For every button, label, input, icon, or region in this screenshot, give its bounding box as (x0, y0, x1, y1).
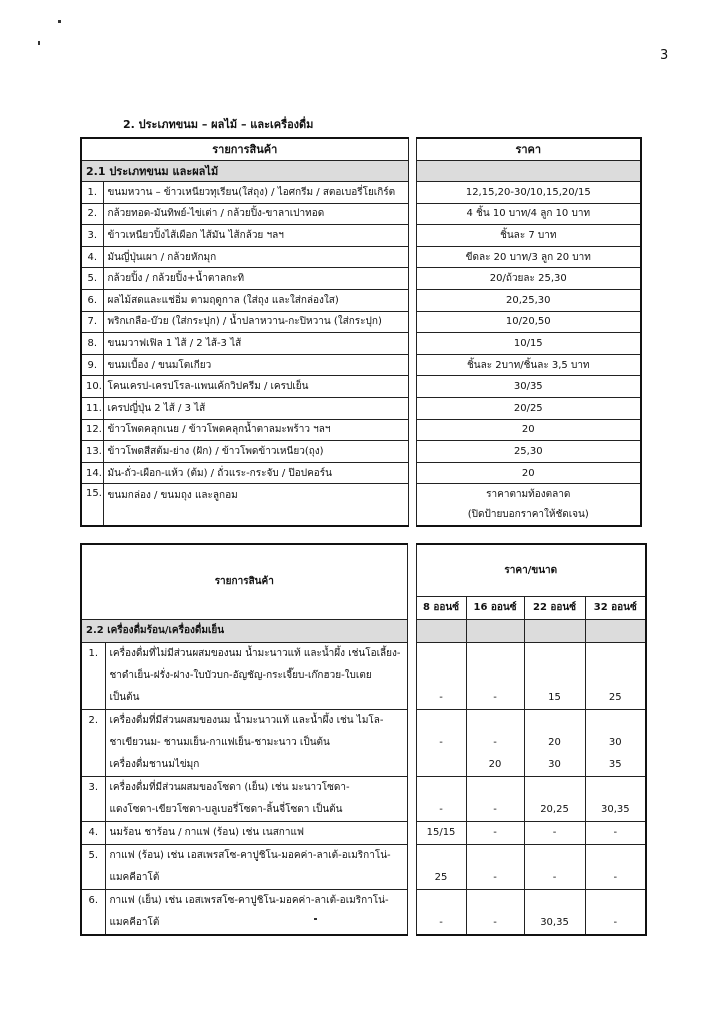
row-item: กล้วยปิ้ง / กล้วยปิ้ง+น้ำตาลกะทิ (103, 268, 408, 290)
table-row (81, 844, 646, 889)
price-8oz: - (416, 642, 466, 709)
price-8oz: 15/15 (416, 821, 466, 844)
row-item: ขนมเบื้อง / ขนมโตเกียว (103, 354, 408, 376)
table-row (81, 246, 641, 268)
scan-speck (58, 20, 61, 23)
value-line: - (493, 736, 497, 748)
price-16oz: - (466, 844, 524, 889)
row-number: 4. (81, 246, 103, 268)
price-22oz (524, 709, 585, 776)
desc-line: เครื่องดื่มชานมไข่มุก (109, 758, 200, 770)
price-32oz: 30,35 (585, 776, 646, 821)
row-description (105, 821, 407, 844)
table-row (81, 268, 641, 290)
table-row (81, 821, 646, 844)
row-price: 10/15 (416, 333, 641, 355)
table-row (81, 333, 641, 355)
price-16oz: - (466, 776, 524, 821)
table-row (81, 441, 641, 463)
desc-line: เครื่องดื่มที่มีส่วนผสมของโซดา (เย็น) เช่น มะนาวโซดา- (109, 781, 350, 793)
size-22oz: 22 ออนซ์ (524, 596, 585, 619)
table-row (81, 776, 646, 821)
subheader-price-cell (416, 160, 641, 182)
desc-line: แมคคีอาโต้ (109, 916, 160, 928)
row-price (416, 484, 641, 526)
row-item: ผลไม้สดและแช่อิ่ม ตามฤดูกาล (ใส่ถุง และใส่กล่องใส) (103, 290, 408, 312)
row-item: ข้าวเหนียวปิ้งไส้เผือก ไส้มัน ไส้กล้วย ฯลฯ (103, 225, 408, 247)
col-header-price-size: ราคา/ขนาด (416, 544, 646, 596)
value-line: 20 (548, 736, 561, 748)
price-8oz: - (416, 776, 466, 821)
row-number: 7. (81, 311, 103, 333)
row-price: ขีดละ 20 บาท/3 ลูก 20 บาท (416, 246, 641, 268)
section-title: 2. ประเภทขนม – ผลไม้ – และเครื่องดื่ม (123, 118, 314, 131)
row-price: 12,15,20-30/10,15,20/15 (416, 182, 641, 204)
row-number: 14. (81, 462, 103, 484)
subheader-cell (466, 619, 524, 642)
row-price: 20/ถ้วยละ 25,30 (416, 268, 641, 290)
table-row (81, 225, 641, 247)
desc-line: กาแฟ (ร้อน) เช่น เอสเพรสโซ-คาปูชิโน-มอคค่า-ลาเต้-อเมริกาโน่- (109, 849, 391, 861)
price-note-line: (ปิดป้ายบอกราคาให้ชัดเจน) (467, 508, 589, 520)
row-description (105, 889, 407, 935)
table-row (81, 419, 641, 441)
row-price: 10/20,50 (416, 311, 641, 333)
price-16oz: - (466, 642, 524, 709)
price-22oz: 20,25 (524, 776, 585, 821)
col-header-item: รายการสินค้า (81, 544, 407, 619)
row-item: เครปญี่ปุ่น 2 ไส้ / 3 ไส้ (103, 398, 408, 420)
row-item: ข้าวโพดคลุกเนย / ข้าวโพดคลุกน้ำตาลมะพร้าว ฯลฯ (103, 419, 408, 441)
table-row (81, 709, 646, 776)
value-line: 30 (608, 736, 622, 748)
col-header-item: รายการสินค้า (81, 138, 408, 160)
price-22oz: - (524, 821, 585, 844)
subheader-beverages: 2.2 เครื่องดื่มร้อน/เครื่องดื่มเย็น (81, 619, 407, 642)
row-price: 25,30 (416, 441, 641, 463)
desc-line: แดงโซดา-เขียวโซดา-บลูเบอรี่โซดา-ลิ้นจี่โซดา เป็นต้น (109, 803, 343, 815)
row-number: 3. (81, 225, 103, 247)
table-row (81, 462, 641, 484)
price-22oz: 30,35 (524, 889, 585, 935)
row-item: มัน-ถั่ว-เผือก-แห้ว (ต้ม) / ถั่วแระ-กระจับ / ป๊อปคอร์น (103, 462, 408, 484)
row-number: 5. (81, 844, 105, 889)
price-8oz: 25 (416, 844, 466, 889)
table-row (81, 398, 641, 420)
row-item: ข้าวโพดสีสต้ม-ย่าง (ฝัก) / ข้าวโพดข้าวเหนียว(ถุง) (103, 441, 408, 463)
row-item: มันญี่ปุ่นเผา / กล้วยหักมุก (103, 246, 408, 268)
row-price: 20 (416, 462, 641, 484)
table-row (81, 889, 646, 935)
desc-line: แมคคีอาโต้ (109, 871, 160, 883)
col-header-price: ราคา (416, 138, 641, 160)
price-22oz: - (524, 844, 585, 889)
price-16oz (466, 709, 524, 776)
row-number: 6. (81, 889, 105, 935)
snacks-fruit-price-table (80, 137, 642, 527)
column-gap (407, 544, 416, 935)
table-row (81, 354, 641, 376)
price-32oz: - (585, 821, 646, 844)
row-price: 20,25,30 (416, 290, 641, 312)
column-gap (408, 138, 416, 526)
size-16oz: 16 ออนซ์ (466, 596, 524, 619)
price-32oz: - (585, 844, 646, 889)
value-line: 20 (488, 758, 502, 770)
table-row (81, 311, 641, 333)
desc-line: นมร้อน ชาร้อน / กาแฟ (ร้อน) เช่น เนสกาแฟ (109, 826, 305, 838)
row-price: ชิ้นละ 2บาท/ชิ้นละ 3,5 บาท (416, 354, 641, 376)
row-item: ขนมกล่อง / ขนมถุง และลูกอม (103, 484, 408, 526)
row-number: 5. (81, 268, 103, 290)
price-8oz: - (416, 709, 466, 776)
row-number: 6. (81, 290, 103, 312)
row-item: โคนเครป-เครปโรล-แพนเค้กวิปครีม / เครปเย็น (103, 376, 408, 398)
row-number: 8. (81, 333, 103, 355)
row-description (105, 776, 407, 821)
row-number: 9. (81, 354, 103, 376)
subheader-cell (524, 619, 585, 642)
desc-line: เครื่องดื่มที่ไม่มีส่วนผสมของนม น้ำมะนาวแท้ และน้ำผึ้ง เช่นโอเลี้ยง- (109, 647, 401, 659)
size-32oz: 32 ออนซ์ (585, 596, 646, 619)
table-row (81, 376, 641, 398)
desc-line: ชาเขียวนม- ชานมเย็น-กาแฟเย็น-ชามะนาว เป็นต้น (109, 736, 330, 748)
size-8oz: 8 ออนซ์ (416, 596, 466, 619)
row-item: ขนมหวาน – ข้าวเหนียวทุเรียน(ใส่ถุง) / ไอศกรีม / สตอเบอรี่โยเกิร์ต (103, 182, 408, 204)
row-description (105, 642, 407, 709)
row-description (105, 709, 407, 776)
desc-line: กาแฟ (เย็น) เช่น เอสเพรสโซ-คาปูชิโน-มอคค่า-ลาเต้-อเมริกาโน่- (109, 894, 389, 906)
row-number: 13. (81, 441, 103, 463)
row-price: 20 (416, 419, 641, 441)
price-8oz: - (416, 889, 466, 935)
row-number: 3. (81, 776, 105, 821)
table-row (81, 484, 641, 526)
row-number: 1. (81, 642, 105, 709)
row-number: 2. (81, 709, 105, 776)
row-price: 4 ชิ้น 10 บาท/4 ลูก 10 บาท (416, 203, 641, 225)
subheader-cell (416, 619, 466, 642)
price-22oz: 15 (524, 642, 585, 709)
row-item: ขนมวาฟเฟิล 1 ไส้ / 2 ไส้-3 ไส้ (103, 333, 408, 355)
desc-line: ชาดำเย็น-ฝรั่ง-ฝาง-ใบบัวบก-อัญชัญ-กระเจี๊ยบ-เก๊กฮวย-ใบเตย เป็นต้น (109, 669, 372, 703)
price-16oz: - (466, 821, 524, 844)
row-description (105, 844, 407, 889)
price-16oz: - (466, 889, 524, 935)
price-32oz: 25 (585, 642, 646, 709)
price-32oz (585, 709, 646, 776)
row-number: 12. (81, 419, 103, 441)
row-price: 30/35 (416, 376, 641, 398)
table-row (81, 182, 641, 204)
row-number: 10. (81, 376, 103, 398)
row-item: พริกเกลือ-บ๊วย (ใส่กระปุก) / น้ำปลาหวาน-กะปิหวาน (ใส่กระปุก) (103, 311, 408, 333)
page-number: 3 (660, 48, 669, 63)
subheader-cell (585, 619, 646, 642)
row-price: ชิ้นละ 7 บาท (416, 225, 641, 247)
row-number: 4. (81, 821, 105, 844)
row-number: 2. (81, 203, 103, 225)
price-32oz: - (585, 889, 646, 935)
price-note-line: ราคาตามท้องตลาด (486, 488, 571, 500)
desc-line: เครื่องดื่มที่มีส่วนผสมของนม น้ำมะนาวแท้ และน้ำผึ้ง เช่น ไมโล- (109, 714, 384, 726)
row-number: 11. (81, 398, 103, 420)
row-number: 15. (81, 484, 103, 526)
row-item: กล้วยทอด-มันทิพย์-ไข่เต่า / กล้วยปิ้ง-ขาลาเปาทอด (103, 203, 408, 225)
value-line: 35 (608, 758, 622, 770)
beverage-price-table (80, 543, 647, 936)
value-line: 30 (548, 758, 561, 770)
subheader-snacks-fruit: 2.1 ประเภทขนม และผลไม้ (81, 160, 408, 182)
scan-speck (38, 41, 40, 45)
row-price: 20/25 (416, 398, 641, 420)
row-number: 1. (81, 182, 103, 204)
table-row (81, 642, 646, 709)
table-row (81, 203, 641, 225)
table-row (81, 290, 641, 312)
